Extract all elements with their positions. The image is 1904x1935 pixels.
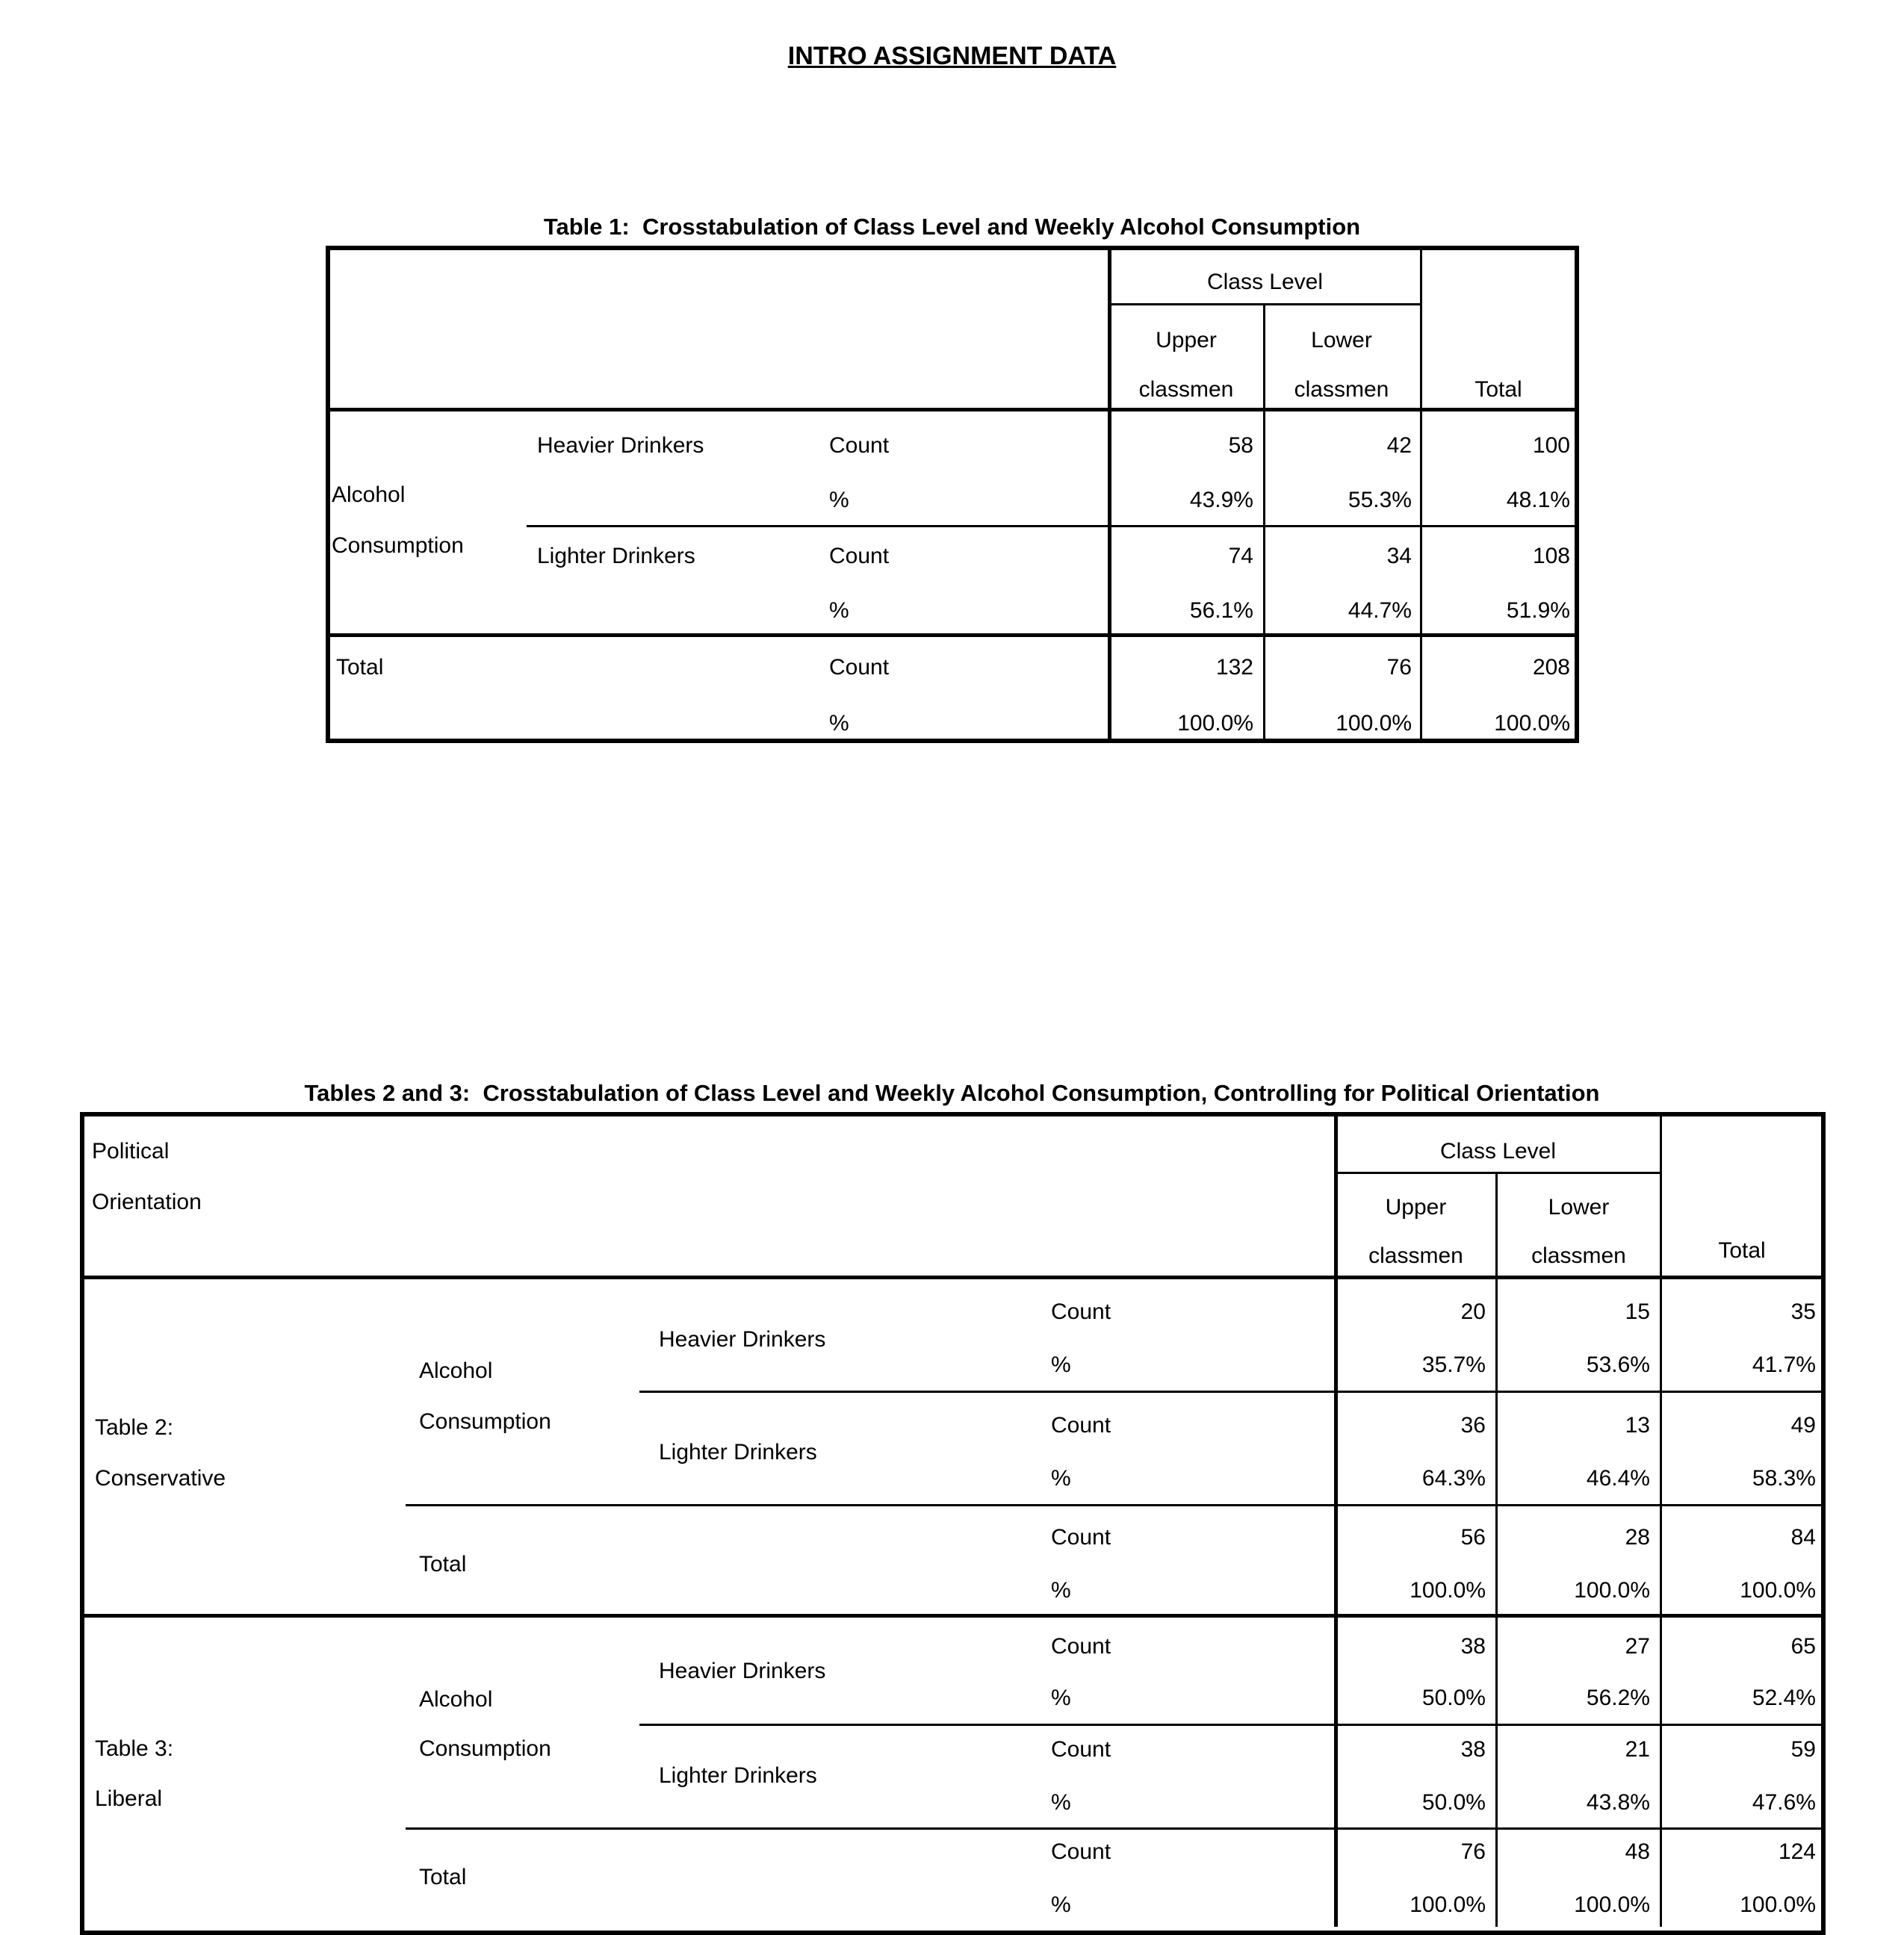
table-cell: 132 <box>1215 655 1253 680</box>
table-cell: 34 <box>1386 544 1412 568</box>
table-cell: 59 <box>1790 1737 1816 1762</box>
table-cell: 41.7% <box>1752 1352 1816 1377</box>
table-cell: 100.0% <box>1336 711 1412 736</box>
table-cell: 51.9% <box>1506 598 1570 623</box>
table-cell: 56.2% <box>1586 1686 1650 1710</box>
table-cell: 74 <box>1228 544 1253 568</box>
table3-lighter-count-label: Count <box>1051 1737 1111 1762</box>
table3-row-lighter-label: Lighter Drinkers <box>659 1763 817 1788</box>
table1-total-rule <box>326 633 1579 637</box>
table2-lighter-count-label: Count <box>1051 1413 1111 1438</box>
table2-row-separator-1 <box>639 1391 1826 1393</box>
table-cell: 53.6% <box>1586 1352 1650 1377</box>
table-cell: 58.3% <box>1752 1466 1816 1491</box>
table-cell: 52.4% <box>1752 1686 1816 1710</box>
table1-colgroup-label: Class Level <box>1206 270 1324 294</box>
table23-col-total: Total <box>1718 1238 1766 1263</box>
table-cell: 100.0% <box>1177 711 1253 736</box>
table3-total-percent-label: % <box>1051 1892 1071 1917</box>
table2-section-name-line1: Table 2: <box>95 1415 174 1440</box>
table-cell: 76 <box>1386 655 1412 680</box>
table2-section-name-line2: Conservative <box>95 1466 226 1491</box>
table1-col-lower-line2: classmen <box>1294 377 1389 402</box>
table3-rowgroup-line1: Alcohol <box>419 1687 493 1712</box>
table23-total-divider <box>1660 1112 1662 1927</box>
table1-col-upper-line2: classmen <box>1138 377 1234 402</box>
table3-heavier-percent-label: % <box>1051 1686 1071 1710</box>
table-cell: 100.0% <box>1574 1892 1650 1917</box>
table3-rowgroup-line2: Consumption <box>419 1736 551 1761</box>
table-cell: 21 <box>1625 1737 1650 1762</box>
table-cell: 48.1% <box>1506 488 1570 512</box>
table1-row-separator <box>527 525 1579 527</box>
table1-rowgroup-line1: Alcohol <box>332 482 406 507</box>
table-cell: 84 <box>1790 1525 1816 1550</box>
table-cell: 38 <box>1460 1634 1486 1659</box>
table3-row-separator-2 <box>406 1827 1826 1830</box>
table23-col-lower-line1: Lower <box>1548 1195 1610 1220</box>
table2-heavier-percent-label: % <box>1051 1352 1071 1377</box>
table-cell: 15 <box>1625 1299 1650 1324</box>
table1-stub-divider <box>1108 246 1111 743</box>
table-cell: 43.8% <box>1586 1790 1650 1815</box>
table23-col-upper-line1: Upper <box>1385 1195 1447 1220</box>
table-cell: 208 <box>1532 655 1570 680</box>
table1-total-percent-label: % <box>829 711 849 736</box>
table-cell: 100 <box>1532 433 1570 458</box>
table2-row-heavier-label: Heavier Drinkers <box>659 1327 826 1352</box>
table-cell: 100.0% <box>1574 1578 1650 1603</box>
table-cell: 50.0% <box>1421 1686 1486 1710</box>
table23-rowdim-line2: Orientation <box>92 1190 202 1214</box>
table3-row-total-label: Total <box>419 1865 467 1889</box>
table-cell: 65 <box>1790 1634 1816 1659</box>
table-cell: 13 <box>1625 1413 1650 1438</box>
table23-upper-lower-divider <box>1495 1172 1498 1927</box>
table23-rowdim-line1: Political <box>92 1139 170 1164</box>
table-cell: 27 <box>1625 1634 1650 1659</box>
table-cell: 55.3% <box>1348 488 1412 512</box>
table-cell: 108 <box>1532 544 1570 568</box>
table-cell: 56 <box>1460 1525 1486 1550</box>
table-cell: 46.4% <box>1586 1466 1650 1491</box>
table-cell: 58 <box>1228 433 1253 458</box>
table23-classlevel-underline <box>1338 1172 1662 1174</box>
table3-total-count-label: Count <box>1051 1839 1111 1864</box>
table1-total-divider <box>1420 246 1422 743</box>
table2-row-lighter-label: Lighter Drinkers <box>659 1440 817 1465</box>
table23-section-divider <box>80 1614 1826 1618</box>
table-cell: 28 <box>1625 1525 1650 1550</box>
table-cell: 100.0% <box>1740 1578 1816 1603</box>
table1-lighter-percent-label: % <box>829 598 849 623</box>
table2-rowgroup-line1: Alcohol <box>419 1358 493 1383</box>
table-cell: 100.0% <box>1494 711 1570 736</box>
table-cell: 42 <box>1386 433 1412 458</box>
table-cell: 35.7% <box>1421 1352 1486 1377</box>
table1-heavier-percent-label: % <box>829 488 849 512</box>
table1-col-total: Total <box>1474 377 1522 402</box>
table1-col-upper-line1: Upper <box>1156 328 1217 352</box>
table-cell: 35 <box>1790 1299 1816 1324</box>
table-cell: 100.0% <box>1740 1892 1816 1917</box>
table3-lighter-percent-label: % <box>1051 1790 1071 1815</box>
table-cell: 38 <box>1460 1737 1486 1762</box>
table2-lighter-percent-label: % <box>1051 1466 1071 1491</box>
table-cell: 100.0% <box>1410 1578 1486 1603</box>
table3-heavier-count-label: Count <box>1051 1634 1111 1659</box>
table-cell: 48 <box>1625 1839 1650 1864</box>
table1-col-lower-line1: Lower <box>1311 328 1372 352</box>
table1-header-rule <box>326 408 1579 411</box>
table-cell: 20 <box>1460 1299 1486 1324</box>
table-cell: 64.3% <box>1421 1466 1486 1491</box>
table-cell: 50.0% <box>1421 1790 1486 1815</box>
table-cell: 100.0% <box>1410 1892 1486 1917</box>
table23-col-upper-line2: classmen <box>1368 1243 1463 1268</box>
table-cell: 47.6% <box>1752 1790 1816 1815</box>
table3-row-separator-1 <box>639 1724 1826 1726</box>
table3-row-heavier-label: Heavier Drinkers <box>659 1659 826 1683</box>
table2-rowgroup-line2: Consumption <box>419 1409 551 1434</box>
table23-colgroup-label: Class Level <box>1439 1139 1557 1164</box>
table2-total-percent-label: % <box>1051 1578 1071 1603</box>
table2-row-total-label: Total <box>419 1552 467 1577</box>
table3-section-name-line2: Liberal <box>95 1786 163 1811</box>
table-cell: 124 <box>1778 1839 1816 1864</box>
table2-row-separator-2 <box>406 1504 1826 1506</box>
table-cell: 36 <box>1460 1413 1486 1438</box>
table1-heavier-count-label: Count <box>829 433 890 458</box>
table2-total-count-label: Count <box>1051 1525 1111 1550</box>
table1-row-heavier-label: Heavier Drinkers <box>537 433 704 458</box>
table-cell: 76 <box>1460 1839 1486 1864</box>
table1-upper-lower-divider <box>1263 303 1265 743</box>
table1-row-lighter-label: Lighter Drinkers <box>537 544 695 568</box>
table1-caption: Table 1: Crosstabulation of Class Level and Weekly Alcohol Consumption <box>543 214 1361 240</box>
table23-header-rule <box>80 1276 1826 1279</box>
table1-row-total-label: Total <box>336 655 384 680</box>
table1-classlevel-underline <box>1111 303 1420 305</box>
table1-total-count-label: Count <box>829 655 890 680</box>
table-cell: 43.9% <box>1189 488 1253 512</box>
table-cell: 44.7% <box>1348 598 1412 623</box>
table2-heavier-count-label: Count <box>1051 1299 1111 1324</box>
table23-caption: Tables 2 and 3: Crosstabulation of Class Level and Weekly Alcohol Consumption, Controlling for Political Orientation <box>304 1080 1600 1106</box>
table23-stub-divider <box>1334 1112 1338 1927</box>
table3-section-name-line1: Table 3: <box>95 1736 174 1761</box>
table-cell: 49 <box>1790 1413 1816 1438</box>
table1-lighter-count-label: Count <box>829 544 890 568</box>
page-title: INTRO ASSIGNMENT DATA <box>787 42 1117 70</box>
table-cell: 56.1% <box>1189 598 1253 623</box>
table23-col-lower-line2: classmen <box>1531 1243 1626 1268</box>
table1-rowgroup-line2: Consumption <box>332 533 464 558</box>
